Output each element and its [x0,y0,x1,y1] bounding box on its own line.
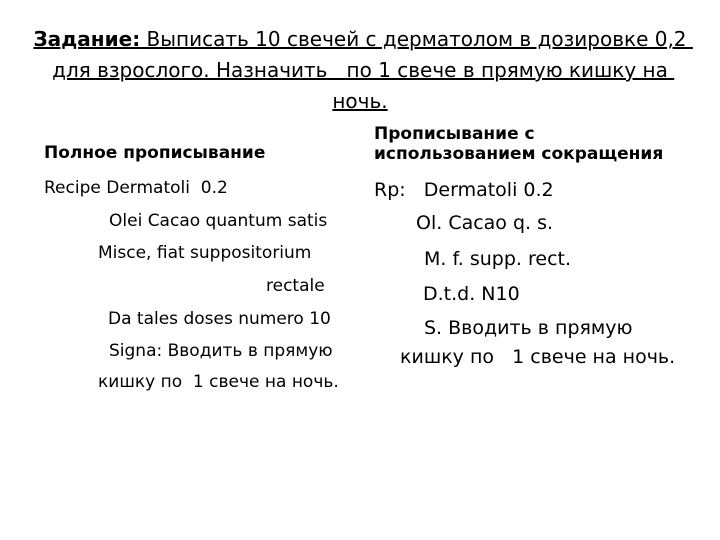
da-tales-line: Da tales doses numero 10 [108,309,331,329]
full-prescription-heading: Полное прописывание [44,143,266,163]
rectale-line: rectale [266,276,325,296]
abbreviated-heading-line-2: использованием сокращения [374,144,664,164]
s-line: S. Вводить в прямую [424,317,633,339]
abbreviated-prescription-heading [374,124,663,164]
task-title [30,24,693,117]
base-line: Olei Cacao quantum satis [109,211,328,231]
misce-line: Misce, fiat suppositorium [98,243,312,263]
rp-line: Rp: Dermatoli 0.2 [374,179,554,201]
mfsupp-line: M. f. supp. rect. [424,248,572,270]
ol-cacao-line: Ol. Cacao q. s. [416,212,554,234]
dtd-line: D.t.d. N10 [423,283,520,305]
signa-line: Signa: Вводить в прямую [109,341,333,361]
s-continuation-line: кишку по 1 свече на ночь. [400,346,676,368]
signa-continuation-line: кишку по 1 свече на ночь. [98,372,339,392]
recipe-line: Recipe Dermatoli 0.2 [44,178,228,198]
abbreviated-heading-line-1: Прописывание с [374,124,535,144]
task-text: Выписать 10 свечей с дерматолом в дозировке 0,2 для взрослого. Назначить по 1 свече в прямую кишку на ночь. [52,27,693,113]
task-label: Задание: [33,27,141,51]
